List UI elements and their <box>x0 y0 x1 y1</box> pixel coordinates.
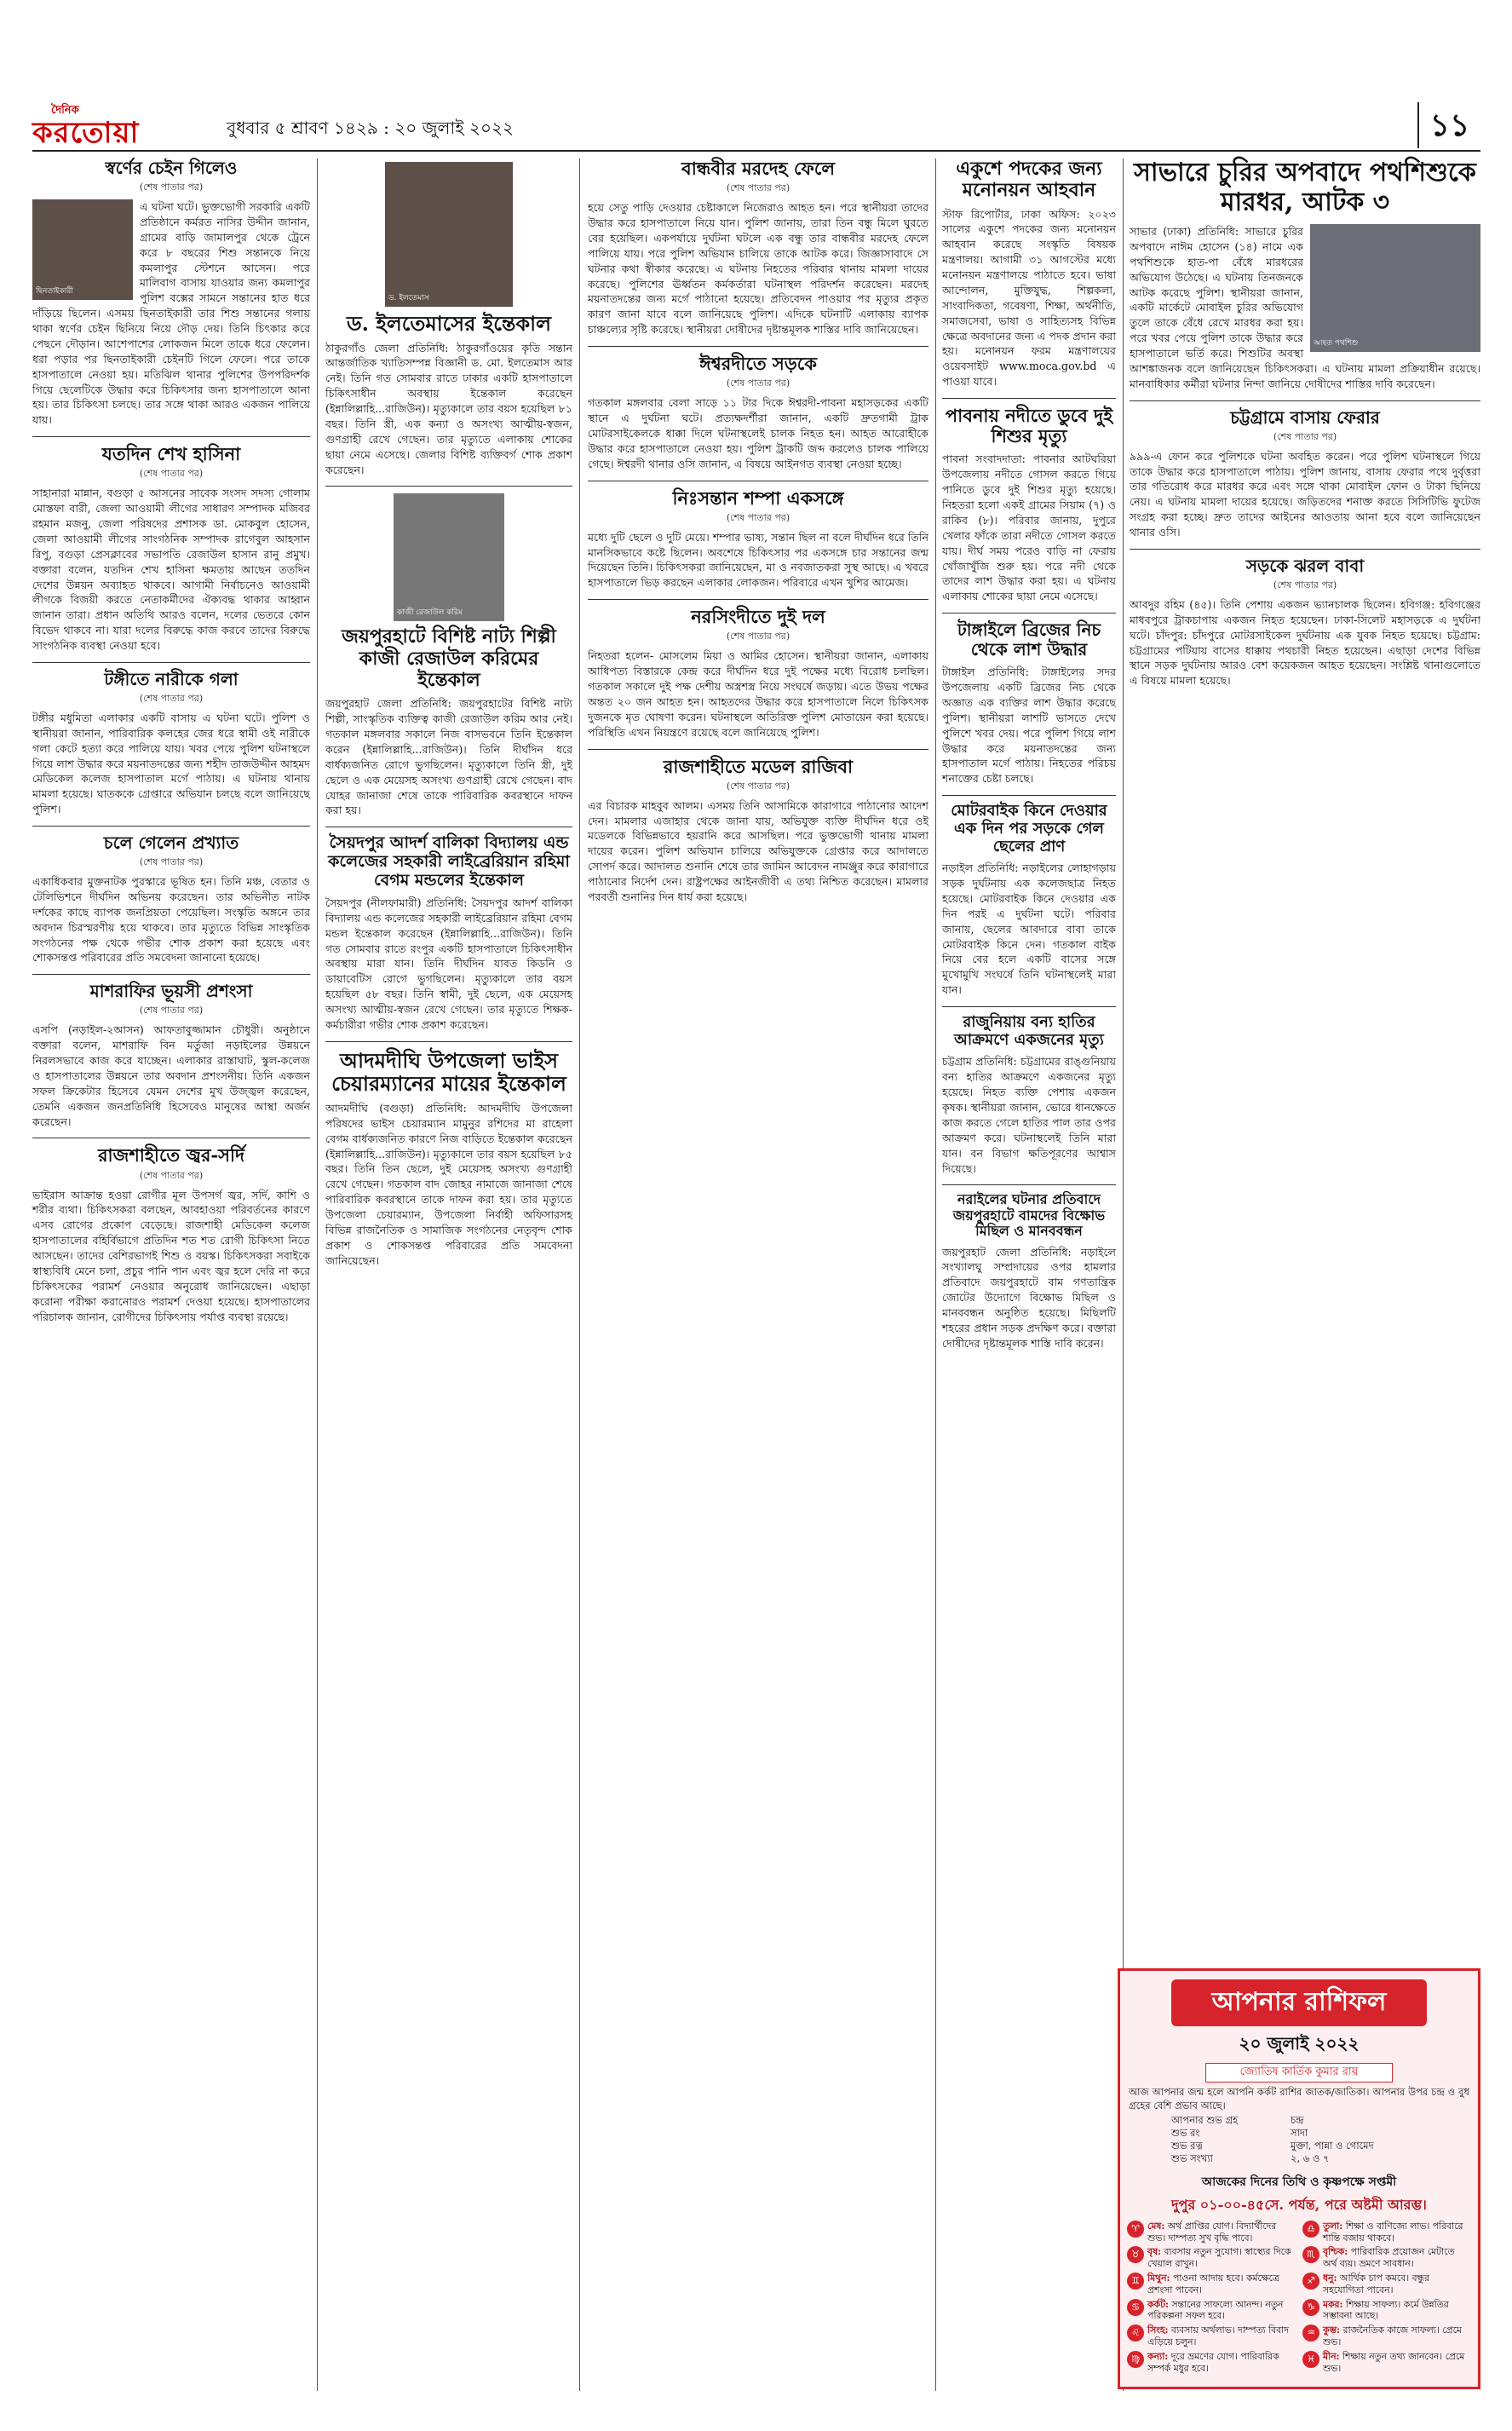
horoscope-box <box>1118 1968 1480 2389</box>
zodiac-sign-item <box>1127 2324 1296 2348</box>
lucky-label: আপনার শুভ গ্রহ <box>1171 2114 1239 2127</box>
continuation-note: (শেষ পাতার পর) <box>139 856 204 868</box>
headline: সৈয়দপুর আদর্শ বালিকা বিদ্যালয় এন্ড কলেজের সহকারী লাইব্রেরিয়ান রহিমা বেগম মন্ডলের ইন্তেকাল <box>328 833 570 890</box>
article-body: নড়াইল প্রতিনিধি: নড়াইলের লোহাগড়ায় সড়ক দুর্ঘটনায় এক কলেজছাত্র নিহত হয়েছে। মোটরবাইক কিনে দেওয়ার এক দিন পরই এ দুর্ঘটনা ঘটে। পরিবার জানায়, ছেলের আবদারে বাবা তাকে মোটরবাইক কিনে দেন। গতকাল বাইক নিয়ে বের হলে একটি বাসের সঙ্গে মুখোমুখি সংঘর্ষে তিনি ঘটনাস্থলেই মারা যান। <box>942 861 1116 997</box>
photo-caption: আহত পথশিশু <box>1314 339 1359 348</box>
zodiac-prediction: শিক্ষায় সাফল্য। কর্মে উন্নতির সম্ভাবনা আছে। <box>1323 2298 1449 2322</box>
headline: ড. ইলতেমাসের ইন্তেকাল <box>346 311 552 336</box>
headline: নরসিংদীতে দুই দল <box>691 606 825 628</box>
zodiac-text-wrap <box>1323 2351 1471 2375</box>
zodiac-name: মীন: <box>1323 2350 1340 2362</box>
zodiac-prediction: পাওনা আদায় হবে। কর্মক্ষেত্রে প্রশংসা পাবেন। <box>1147 2273 1279 2296</box>
article-body: সাহানারা মান্নান, বগুড়া ৫ আসনের সাবেক সংসদ সদস্য গোলাম মোস্তফা বারী, জেলা আওয়ামী লীগের সাধারণ সম্পাদক মজিবর রহমান মজনু, জেলা পরিষদের প্রশাসক ডা. মোকবুল হোসেন, জেলা আওয়ামী লীগের সাংগঠনিক সম্পাদক রাগেবুল আহসান রিপু, বগুড়া প্রেসক্লাবের সভাপতি রেজাউল হাসান রানু প্রমুখ। বক্তারা বলেন, যতদিন শেখ হাসিনা ক্ষমতায় আছেন ততদিন দেশের উন্নয়ন অব্যাহত থাকবে। আগামী নির্বাচনেও আওয়ামী লীগকে বিজয়ী করতে নেতাকর্মীদের ঐক্যবদ্ধ থাকার আহ্বান জানান তারা। প্রধান অতিথি আরও বলেন, দলের ভেতরে কোন বিভেদ থাকবে না। যারা দলের বিরুদ্ধে কাজ করবে তাদের বিরুদ্ধে সাংগঠনিক ব্যবস্থা নেওয়া হবে। <box>32 487 310 653</box>
zodiac-text-wrap <box>1147 2351 1296 2375</box>
horoscope-title: আপনার রাশিফল <box>1171 1979 1427 2026</box>
article-rajshahi-fever <box>32 1145 310 1324</box>
article-friend-body <box>588 158 928 337</box>
zodiac-text-wrap <box>1323 2246 1471 2270</box>
column-divider <box>317 158 318 2391</box>
zodiac-name: বৃশ্চিক: <box>1323 2246 1348 2258</box>
article-body: এর বিচারক মাহবুব আলম। এসময় তিনি আসামিকে কারাগারে পাঠানোর আদেশ দেন। মামলার এজাহার থেকে জানা যায়, অভিযুক্ত ব্যক্তি দীর্ঘদিন ধরে ওই মডেলকে বিভিন্নভাবে হয়রানি করে আসছিল। পরে ভুক্তভোগী থানায় মামলা দায়ের করেন। পুলিশ অভিযান চালিয়ে অভিযুক্তকে গ্রেপ্তার করে আদালতে সোপর্দ করে। আদালত শুনানি শেষে তার জামিন আবেদন নামঞ্জুর করে কারাগারে পাঠানোর নির্দেশ দেন। রাষ্ট্রপক্ষের আইনজীবী এ তথ্য নিশ্চিত করেছেন। মামলার পরবর্তী শুনানির দিন ধার্য করা হয়েছে। <box>588 798 928 903</box>
horoscope-intro: আজ আপনার জন্ম হলে আপনি কর্কট রাশির জাতক/জাতিকা। আপনার উপর চন্দ্র ও বুধ গ্রহের বেশি প্রভাব আছে। <box>1129 2086 1469 2111</box>
article-sheikh-hasina <box>32 444 310 654</box>
zodiac-sign-list <box>1120 2217 1478 2381</box>
zodiac-icon: ♑ <box>1302 2299 1319 2316</box>
zodiac-text-wrap <box>1323 2221 1471 2244</box>
headline: স্বর্ণের চেইন গিলেও <box>105 158 238 178</box>
zodiac-prediction: সন্তানের সাফল্যে আনন্দ। নতুন পরিকল্পনা সফল হবে। <box>1147 2298 1284 2322</box>
column-4 <box>942 158 1116 1360</box>
article-body: মধ্যে দুটি ছেলে ও দুটি মেয়ে। শম্পার ভাষ্য, সন্তান ছিল না বলে দীর্ঘদিন ধরে তিনি মানসিকভাবে কষ্টে ছিলেন। অবশেষে চিকিৎসার পর একসঙ্গে চার সন্তানের জন্ম দিয়েছেন তিনি। চিকিৎসকরা জানিয়েছেন, মা ও নবজাতকরা সুস্থ আছে। এ খবরে হাসপাতালে ভিড় করছেন এলাকার লোকজন। পরিবারে এখন খুশির আমেজ। <box>588 530 928 590</box>
tithi-time: দুপুর ০১-০০-৪৫সে. পর্যন্ত, পরে অষ্টমী আরম্ভ। <box>1171 2196 1427 2213</box>
zodiac-icon: ♎ <box>1302 2221 1319 2238</box>
zodiac-prediction: আর্থিক চাপ কমবে। বন্ধুর সহযোগিতা পাবেন। <box>1323 2273 1429 2296</box>
column-3 <box>588 158 928 913</box>
zodiac-sign-item <box>1127 2299 1296 2323</box>
horoscope-author: জ্যোতিষ কার্তিক কুমার রায় <box>1205 2063 1393 2082</box>
zodiac-name: কুম্ভ: <box>1323 2324 1341 2336</box>
article-shampa <box>588 488 928 591</box>
zodiac-text-wrap <box>1323 2324 1471 2348</box>
zodiac-icon: ♐ <box>1302 2273 1319 2290</box>
continuation-note: (শেষ পাতার পর) <box>726 377 790 389</box>
zodiac-name: বৃষ: <box>1147 2246 1161 2258</box>
newspaper-logo <box>32 102 211 148</box>
continuation-note: (শেষ পাতার পর) <box>726 511 790 523</box>
zodiac-name: কর্কট: <box>1147 2298 1169 2310</box>
zodiac-name: সিংহ: <box>1147 2324 1169 2336</box>
zodiac-prediction: রাজনৈতিক কাজে সাফল্য। প্রেমে শুভ। <box>1323 2324 1462 2348</box>
zodiac-name: তুলা: <box>1323 2220 1343 2232</box>
column-1 <box>32 158 310 1333</box>
headline: সাভারে চুরির অপবাদে পথশিশুকে মারধর, আটক ৩ <box>1134 158 1476 217</box>
zodiac-prediction: পারিবারিক প্রয়োজন মেটাতে অর্থ ব্যয়। ভ্রমণে সাবধান। <box>1323 2246 1455 2270</box>
article-body: টঙ্গীর মধুমিতা এলাকার একটি বাসায় এ ঘটনা ঘটে। পুলিশ ও স্থানীয়রা জানান, পারিবারিক কলহের জের ধরে স্বামী ওই নারীকে গলা কেটে হত্যা করে পালিয়ে যায়। খবর পেয়ে পুলিশ ঘটনাস্থলে গিয়ে লাশ উদ্ধার করে ময়নাতদন্তের জন্য শহীদ তাজউদ্দীন আহমদ মেডিকেল কলেজ হাসপাতাল মর্গে পাঠায়। এ ঘটনায় থানায় মামলা হয়েছে। ঘাতককে গ্রেপ্তারে অভিযান চলছে বলে জানিয়েছে পুলিশ। <box>32 711 310 816</box>
issue-date: বুধবার ৫ শ্রাবণ ১৪২৯ : ২০ জুলাই ২০২২ <box>227 118 515 138</box>
article-body: গতকাল মঙ্গলবার বেলা সাড়ে ১১ টার দিকে ঈশ্বরদী-পাবনা মহাসড়কের একটি স্থানে এ দুর্ঘটনা ঘটে। প্রত্যক্ষদর্শীরা জানান, একটি দ্রুতগামী ট্রাক মোটরসাইকেলকে ধাক্কা দিলে ঘটনাস্থলেই চালক নিহত হন। আহত আরোহীকে উদ্ধার করে হাসপাতালে নেওয়া হয়। পুলিশ ট্রাকটি জব্দ করলেও চালক পালিয়ে গেছে। ঈশ্বরদী থানার ওসি জানান, এ বিষয়ে আইনগত ব্যবস্থা নেওয়া হচ্ছে। <box>588 396 928 470</box>
article-road-father <box>1130 556 1480 688</box>
article-motorbike <box>942 803 1116 998</box>
article-mashrafe <box>32 982 310 1129</box>
zodiac-sign-item <box>1127 2221 1296 2244</box>
column-divider <box>579 158 580 2391</box>
article-tangail-body <box>942 620 1116 786</box>
headline: চলে গেলেন প্রখ্যাত <box>103 832 239 854</box>
continuation-note: (শেষ পাতার পর) <box>726 780 790 792</box>
news-photo <box>32 199 133 300</box>
lucky-value: সাদা <box>1291 2126 1308 2139</box>
article-body: স্টাফ রিপোর্টার, ঢাকা অফিস: ২০২৩ সালের একুশে পদকের জন্য মনোনয়ন আহবান করেছে সংস্কৃতি বিষয়ক মন্ত্রণালয়। আগামী ৩১ আগস্টের মধ্যে মনোনয়ন মন্ত্রণালয়ে পাঠাতে হবে। ভাষা আন্দোলন, মুক্তিযুদ্ধ, শিল্পকলা, সাংবাদিকতা, গবেষণা, শিক্ষা, অর্থনীতি, সমাজসেবা, ভাষা ও সাহিত্যসহ বিভিন্ন ক্ষেত্রে অবদানের জন্য এ পদক প্রদান করা হয়। মনোনয়ন ফরম মন্ত্রণালয়ের ওয়েবসাইট www.moca.gov.bd এ পাওয়া যাবে। <box>942 207 1116 389</box>
photo-caption: ছিনতাইকারী <box>36 287 73 296</box>
article-body: টাঙ্গাইল প্রতিনিধি: টাঙ্গাইলের সদর উপজেলায় একটি ব্রিজের নিচ থেকে অজ্ঞাত এক ব্যক্তির লাশ উদ্ধার করেছে পুলিশ। স্থানীয়রা লাশটি ভাসতে দেখে পুলিশে খবর দেয়। পরে পুলিশ গিয়ে লাশ উদ্ধার করে ময়নাতদন্তের জন্য হাসপাতাল মর্গে পাঠায়। নিহতের পরিচয় শনাক্তের চেষ্টা চলছে। <box>942 665 1116 786</box>
zodiac-name: মকর: <box>1323 2298 1343 2310</box>
article-body: একাধিকবার মুক্তনাটক পুরস্কারে ভূষিত হন। তিনি মঞ্চ, বেতার ও টেলিভিশনে দীর্ঘদিন অভিনয় করেছেন। তার অভিনীত নাটক দর্শকের কাছে ব্যাপক জনপ্রিয়তা পেয়েছিল। সংস্কৃতি অঙ্গনে তার অবদান চিরস্মরণীয় হয়ে থাকবে। তার মৃত্যুতে বিভিন্ন সাংস্কৃতিক সংগঠনের পক্ষ থেকে গভীর শোক প্রকাশ করা হয়েছে এবং শোকসন্তপ্ত পরিবারের প্রতি সমবেদনা জানানো হয়েছে। <box>32 875 310 965</box>
headline: পাবনায় নদীতে ডুবে দুই শিশুর মৃত্যু <box>945 405 1113 447</box>
article-rejaul-karim-obituary <box>325 493 572 818</box>
column-divider <box>935 158 936 2391</box>
logo-prefix: দৈনিক <box>51 104 79 117</box>
zodiac-name: ধনু: <box>1323 2273 1337 2284</box>
zodiac-name: মিথুন: <box>1147 2273 1170 2284</box>
article-rahima-begum-obituary <box>325 834 572 1032</box>
zodiac-sign-item <box>1127 2351 1296 2375</box>
article-adamdighi-obituary <box>325 1049 572 1269</box>
headline: জয়পুরহাটে বিশিষ্ট নাট্য শিল্পী কাজী রেজাউল করিমের ইন্তেকাল <box>342 625 556 692</box>
zodiac-text-wrap <box>1323 2299 1471 2323</box>
lucky-label: শুভ সংখ্যা <box>1171 2152 1213 2164</box>
article-body: এসপি (নড়াইল-২আসন) আফতাবুজ্জামান চৌধুরী। অনুষ্ঠানে বক্তারা বলেন, মাশরাফি বিন মর্তুজা নড়াইলের উন্নয়নে নিরলসভাবে কাজ করে যাচ্ছেন। এলাকার রাস্তাঘাট, স্কুল-কলেজ ও হাসপাতালের উন্নয়নে তার অবদান প্রশংসনীয়। তিনি একজন সফল ক্রিকেটার হিসেবে যেমন দেশের মুখ উজ্জ্বল করেছেন, তেমনি একজন জনপ্রতিনিধি হিসেবেও মানুষের আস্থা অর্জন করেছেন। <box>32 1023 310 1128</box>
continuation-note: (শেষ পাতার পর) <box>726 631 790 642</box>
article-body: এ ঘটনা ঘটে। ভুক্তভোগী সরকারি একটি প্রতিষ্ঠানে কর্মরত নাসির উদ্দীন জানান, গ্রামের বাড়ি জামালপুর থেকে ট্রেনে করে ৮ বছরের শিশু সন্তানকে নিয়ে কমলাপুর স্টেশনে আসেন। পরে মালিবাগ বাসায় যাওয়ার জন্য কমলাপুর পুলিশ বক্সের সামনে সন্তানের হাত ধরে দাঁড়িয়ে ছিলেন। এসময় ছিনতাইকারী তার শিশু সন্তানের গলায় থাকা স্বর্ণের চেইন ছিনিয়ে নিয়ে দৌড় দেয়। তিনি চিৎকার করে পেছনে দৌড়ান। আশেপাশের লোকজন মিলে তাকে ধরে ফেলেন। ধরা পড়ার পর ছিনতাইকারী চেইনটি গিলে ফেলে। পরে তাকে হাসপাতালে নেওয়া হয়। মতিঝিল থানার পুলিশের উপপরিদর্শক গিয়ে ছেলেটিকে উদ্ধার করে চিকিৎসার জন্য হাসপাতালে আনা হয়। তার চিকিৎসা চলছে। তার সঙ্গে থাকা আরও একজন পালিয়ে যায়। <box>32 200 310 427</box>
zodiac-text-wrap <box>1147 2299 1296 2323</box>
article-body: সাভার (ঢাকা) প্রতিনিধি: সাভারে চুরির অপবাদে নাঈম হোসেন (১৪) নামে এক পথশিশুকে হাত-পা বেঁধে মারধরের অভিযোগ উঠেছে। এ ঘটনায় তিনজনকে আটক করেছে পুলিশ। স্থানীয়রা জানান, একটি মার্কেটে মোবাইল চুরির অভিযোগ তুলে তাকে বেঁধে রেখে মারধর করা হয়। পরে খবর পেয়ে পুলিশ তাকে উদ্ধার করে হাসপাতালে ভর্তি করে। শিশুটির অবস্থা আশঙ্কাজনক বলে জানিয়েছেন চিকিৎসকরা। এ ঘটনায় মামলা প্রক্রিয়াধীন রয়েছে। মানবাধিকার কর্মীরা ঘটনার নিন্দা জানিয়ে দোষীদের শাস্তির দাবি করেছেন। <box>1130 225 1480 390</box>
column-5 <box>1130 158 1480 697</box>
page-number: ১১ <box>1417 102 1480 148</box>
continuation-note: (শেষ পাতার পর) <box>139 181 204 193</box>
zodiac-prediction: ব্যবসায় অর্থলাভ। দাম্পত্য বিবাদ এড়িয়ে চলুন। <box>1147 2324 1289 2348</box>
zodiac-sign-item <box>1302 2273 1471 2296</box>
zodiac-icon: ♉ <box>1127 2246 1144 2263</box>
article-elephant <box>942 1014 1116 1176</box>
zodiac-sign-item <box>1302 2221 1471 2244</box>
article-body: নিহতরা হলেন- মোসলেম মিয়া ও আমির হোসেন। স্থানীয়রা জানান, এলাকায় আধিপত্য বিস্তারকে কেন্দ্র করে দীর্ঘদিন ধরে দুই পক্ষের মধ্যে বিরোধ চলছিল। গতকাল সকালে দুই পক্ষ দেশীয় অস্ত্রশস্ত্র নিয়ে সংঘর্ষে জড়ায়। এতে উভয় পক্ষের অন্তত ২০ জন আহত হন। আহতদের উদ্ধার করে হাসপাতালে নিলে চিকিৎসক দুজনকে মৃত ঘোষণা করেন। ঘটনাস্থলে অতিরিক্ত পুলিশ মোতায়েন করা হয়েছে। পরিস্থিতি এখন নিয়ন্ত্রণে রয়েছে বলে জানিয়েছে পুলিশ। <box>588 649 928 739</box>
headline: টাঙ্গাইলে ব্রিজের নিচ থেকে লাশ উদ্ধার <box>957 619 1101 660</box>
zodiac-text-wrap <box>1147 2273 1296 2296</box>
portrait-photo <box>385 162 513 307</box>
lucky-value: ২, ৬ ও ৭ <box>1291 2152 1330 2164</box>
article-body: ঠাকুরগাঁও জেলা প্রতিনিধি: ঠাকুরগাঁওয়ের কৃতি সন্তান আন্তর্জাতিক খ্যাতিসম্পন্ন বিজ্ঞানী ড. মো. ইলতেমাস আর নেই। তিনি গত সোমবার রাতে ঢাকার একটি হাসপাতালে চিকিৎসাধীন অবস্থায় ইন্তেকাল করেছেন (ইন্নালিল্লাহি...রাজিউন)। মৃত্যুকালে তার বয়স হয়েছিল ৮১ বছর। তিনি স্ত্রী, এক কন্যা ও অসংখ্য আত্মীয়-স্বজন, গুণগ্রাহী রেখে গেছেন। তার মৃত্যুতে এলাকায় শোকের ছায়া নেমে এসেছে। জেলার বিশিষ্ট ব্যক্তিবর্গ শোক প্রকাশ করেছেন। <box>325 341 572 476</box>
photo-caption: ড. ইলতেমাস <box>388 294 429 302</box>
article-ekushey-padak <box>942 158 1116 389</box>
headline: নিঃসন্তান শম্পা একসঙ্গে <box>672 487 844 509</box>
continuation-note: (শেষ পাতার পর) <box>1273 430 1337 442</box>
lucky-label: শুভ রত্ন <box>1171 2139 1203 2152</box>
zodiac-sign-item <box>1127 2273 1296 2296</box>
continuation-note: (শেষ পাতার পর) <box>139 1005 204 1017</box>
photo-caption: কাজী রেজাউল করিম <box>397 608 463 618</box>
news-photo <box>1310 224 1480 352</box>
zodiac-icon: ♏ <box>1302 2246 1319 2263</box>
zodiac-prediction: দূরে ভ্রমণের যোগ। পারিবারিক সম্পর্ক মধুর হবে। <box>1147 2350 1279 2374</box>
headline: রাজশাহীতে মডেল রাজিবা <box>663 755 854 777</box>
article-body: জয়পুরহাট জেলা প্রতিনিধি: জয়পুরহাটের বিশিষ্ট নাট্য শিল্পী, সাংস্কৃতিক ব্যক্তিত্ব কাজী রেজাউল করিম আর নেই। গতকাল মঙ্গলবার সকালে নিজ বাসভবনে তিনি ইন্তেকাল করেন (ইন্নালিল্লাহি...রাজিউন)। তিনি দীর্ঘদিন ধরে বার্ধক্যজনিত রোগে ভুগছিলেন। মৃত্যুকালে তিনি স্ত্রী, দুই ছেলে ও এক মেয়েসহ অসংখ্য গুণগ্রাহী রেখে গেছেন। বাদ যোহর জানাজা শেষে তাকে পারিবারিক কবরস্থানে দাফন করা হয়। <box>325 697 572 817</box>
headline: রাজুনিয়ায় বন্য হাতির আক্রমণে একজনের মৃত্যু <box>954 1013 1104 1049</box>
zodiac-sign-item <box>1127 2246 1296 2270</box>
zodiac-name: কন্যা: <box>1147 2350 1169 2362</box>
zodiac-prediction: শিক্ষায় নতুন তথ্য জানবেন। প্রেমে শুভ। <box>1323 2350 1465 2374</box>
zodiac-icon: ♒ <box>1302 2324 1319 2342</box>
zodiac-prediction: শিক্ষা ও বাণিজ্যে লাভ। পরিবারে শান্তি বজায় থাকবে। <box>1323 2220 1463 2244</box>
article-body: আবদুর রহিম (৪৫)। তিনি পেশায় একজন ভ্যানচালক ছিলেন। হবিগঞ্জ: হবিগঞ্জের মাধবপুরে ট্রাকচাপায় একজন নিহত হয়েছেন। ঢাকা-সিলেট মহাসড়কে এ দুর্ঘটনা ঘটে। চাঁদপুর: চাঁদপুরে মোটরসাইকেল দুর্ঘটনায় এক যুবক নিহত হয়েছে। চট্টগ্রাম: চট্টগ্রামের পটিয়ায় বাসের ধাক্কায় পথচারী নিহত হয়েছেন। এছাড়া দেশের বিভিন্ন স্থানে সড়ক দুর্ঘটনায় আরও বেশ কয়েকজন আহত হয়েছেন। সংশ্লিষ্ট থানাগুলোতে এ বিষয়ে মামলা হয়েছে। <box>1130 597 1480 688</box>
headline: ঈশ্বরদীতে সড়কে <box>699 353 817 375</box>
zodiac-icon: ♊ <box>1127 2273 1144 2290</box>
continuation-note: (শেষ পাতার পর) <box>139 468 204 480</box>
column-2 <box>325 158 572 1277</box>
tithi-line: আজকের দিনের তিথি ও কৃষ্ণপক্ষে সপ্তমী <box>1201 2175 1397 2189</box>
headline: আদমদীঘি উপজেলা ভাইস চেয়ারম্যানের মায়ের ইন্তেকাল <box>331 1047 566 1097</box>
zodiac-prediction: ব্যবসায় নতুন সুযোগ। স্বাস্থ্যের দিকে খেয়াল রাখুন। <box>1147 2246 1291 2270</box>
lucky-label: শুভ রং <box>1171 2126 1200 2139</box>
headline: চট্টগ্রামে বাসায় ফেরার <box>1230 406 1380 428</box>
headline: বান্ধবীর মরদেহ ফেলে <box>681 158 835 179</box>
article-body: ভাইরাস আক্রান্ত হওয়া রোগীর মূল উপসর্গ জ্বর, সর্দি, কাশি ও শরীর ব্যথা। চিকিৎসকরা বলছেন, আবহাওয়া পরিবর্তনের কারণে এসব রোগের প্রকোপ বেড়েছে। রাজশাহী মেডিকেল কলেজ হাসপাতালের বহির্বিভাগে প্রতিদিন শত শত রোগী চিকিৎসা নিতে আসছেন। তাদের বেশিরভাগই শিশু ও বয়স্ক। চিকিৎসকরা সবাইকে স্বাস্থ্যবিধি মেনে চলা, প্রচুর পানি পান এবং জ্বর হলে দেরি না করে চিকিৎসকের পরামর্শ নেওয়ার অনুরোধ জানিয়েছেন। এছাড়া করোনা পরীক্ষা করানোরও পরামর্শ দেওয়া হয়েছে। হাসপাতালের পরিচালক জানান, রোগীদের চিকিৎসায় পর্যাপ্ত ব্যবস্থা রয়েছে। <box>32 1188 310 1323</box>
lucky-value: মুক্তা, পান্না ও গোমেদ <box>1291 2139 1374 2152</box>
article-gold-chain <box>32 158 310 428</box>
article-famous-departed <box>32 833 310 965</box>
horoscope-date: ২০ জুলাই ২০২২ <box>1239 2033 1360 2054</box>
headline: মোটরবাইক কিনে দেওয়ার এক দিন পর সড়কে গেল ছেলের প্রাণ <box>951 802 1107 855</box>
logo-title: করতোয়া <box>32 116 140 150</box>
headline: সড়কে ঝরল বাবা <box>1245 555 1365 576</box>
zodiac-text-wrap <box>1323 2273 1471 2296</box>
headline: যতদিন শেখ হাসিনা <box>101 443 241 465</box>
continuation-note: (শেষ পাতার পর) <box>139 692 204 704</box>
article-body: ৯৯৯-এ ফোন করে পুলিশকে ঘটনা অবহিত করেন। পরে পুলিশ ঘটনাস্থলে গিয়ে তাকে উদ্ধার করে হাসপাতালে পাঠায়। পুলিশ জানায়, বাসায় ফেরার পথে দুর্বৃত্তরা তার গতিরোধ করে মারধর করে এবং সঙ্গে থাকা মোবাইল ফোন ও টাকা ছিনিয়ে নেয়। এ ঘটনায় মামলা দায়ের হয়েছে। জড়িতদের শনাক্ত করতে সিসিটিভি ফুটেজ সংগ্রহ করা হচ্ছে। দ্রুত তাদের আইনের আওতায় আনা হবে বলে জানিয়েছেন থানার ওসি। <box>1130 449 1480 539</box>
zodiac-text-wrap <box>1147 2221 1296 2244</box>
continuation-note: (শেষ পাতার পর) <box>1273 579 1337 590</box>
zodiac-text-wrap <box>1147 2324 1296 2348</box>
article-body: চট্টগ্রাম প্রতিনিধি: চট্টগ্রামের রাঙ্গুনিয়ায় বন্য হাতির আক্রমণে একজনের মৃত্যু হয়েছে। নিহত ব্যক্তি পেশায় একজন কৃষক। স্থানীয়রা জানান, ভোরে ধানক্ষেতে কাজ করতে গেলে হাতির পাল তার ওপর আক্রমণ করে। ঘটনাস্থলেই তিনি মারা যান। বন বিভাগ ক্ষতিপূরণের আশ্বাস দিয়েছে। <box>942 1055 1116 1175</box>
article-narsingdi <box>588 607 928 740</box>
zodiac-icon: ♓ <box>1302 2351 1319 2368</box>
zodiac-icon: ♍ <box>1127 2351 1144 2368</box>
article-tongi <box>32 670 310 817</box>
zodiac-sign-item <box>1302 2351 1471 2375</box>
article-chattogram-return <box>1130 408 1480 540</box>
portrait-photo <box>394 493 504 621</box>
headline: একুশে পদকের জন্য মনোনয়ন আহবান <box>956 158 1102 202</box>
lucky-value: চন্দ্র <box>1291 2114 1304 2127</box>
zodiac-sign-item <box>1302 2246 1471 2270</box>
zodiac-name: মেষ: <box>1147 2220 1165 2232</box>
zodiac-sign-item <box>1302 2299 1471 2323</box>
zodiac-icon: ♋ <box>1127 2299 1144 2316</box>
article-body: পাবনা সংবাদদাতা: পাবনার আটঘরিয়া উপজেলায় নদীতে গোসল করতে গিয়ে পানিতে ডুবে দুই শিশুর মৃত্যু হয়েছে। নিহতরা হলো একই গ্রামের সিয়াম (৭) ও রাকিব (৮)। পরিবার জানায়, দুপুরে খেলার ফাঁকে তারা নদীতে গোসল করতে যায়। দীর্ঘ সময় পরেও বাড়ি না ফেরায় খোঁজাখুঁজি শুরু হয়। পরে নদী থেকে তাদের লাশ উদ্ধার করা হয়। এ ঘটনায় এলাকায় শোকের ছায়া নেমে এসেছে। <box>942 452 1116 603</box>
article-body: সৈয়দপুর (নীলফামারী) প্রতিনিধি: সৈয়দপুর আদর্শ বালিকা বিদ্যালয় এন্ড কলেজের সহকারী লাইব্রেরিয়ান রহিমা বেগম মন্ডল ইন্তেকাল করেছেন (ইন্নালিল্লাহি...রাজিউন)। তিনি গত সোমবার রাতে রংপুর একটি হাসপাতালে চিকিৎসাধীন অবস্থায় মারা যান। তিনি দীর্ঘদিন যাবত কিডনি ও ডায়াবেটিস রোগে ভুগছিলেন। মৃত্যুকালে তার বয়স হয়েছিল ৫৮ বছর। তিনি স্বামী, দুই ছেলে, এক মেয়েসহ অসংখ্য আত্মীয়-স্বজন রেখে গেছেন। তার মৃত্যুতে শিক্ষক-কর্মচারীরা গভীর শোক প্রকাশ করেছেন। <box>325 896 572 1031</box>
article-body: হয়ে সেতু পাড়ি দেওয়ার চেষ্টাকালে নিজেরাও আহত হন। পরে স্থানীয়রা তাদের উদ্ধার করে হাসপাতালে নিয়ে যান। পুলিশ জানায়, তারা তিন বন্ধু মিলে ঘুরতে বের হয়েছিল। একপর্যায়ে দুর্ঘটনা ঘটলে এক বন্ধু তার বান্ধবীর মরদেহ ফেলে পালিয়ে যায়। পরে পুলিশ অভিযান চালিয়ে তাকে আটক করে। জিজ্ঞাসাবাদে সে ঘটনার কথা স্বীকার করেছে। এ ঘটনায় নিহতের পরিবার থানায় মামলা দায়ের করেছে। পুলিশের ঊর্ধ্বতন কর্মকর্তারা ঘটনাস্থল পরিদর্শন করেছেন। মরদেহ ময়নাতদন্তের জন্য মর্গে পাঠানো হয়েছে। প্রতিবেদন পাওয়ার পর মৃত্যুর প্রকৃত কারণ জানা যাবে বলে জানিয়েছে পুলিশ। এদিকে ঘটনাটি এলাকায় ব্যাপক চাঞ্চল্যের সৃষ্টি করেছে। স্থানীয়রা দোষীদের দৃষ্টান্তমূলক শাস্তির দাবি জানিয়েছেন। <box>588 201 928 337</box>
zodiac-sign-item <box>1302 2324 1471 2348</box>
masthead <box>32 102 1480 152</box>
article-joypurhat-protest <box>942 1192 1116 1351</box>
article-savar-street-child <box>1130 158 1480 392</box>
continuation-note: (শেষ পাতার পর) <box>139 1169 204 1181</box>
lucky-items <box>1120 2112 1478 2167</box>
headline: টঙ্গীতে নারীকে গলা <box>104 668 239 689</box>
zodiac-icon: ♈ <box>1127 2221 1144 2238</box>
article-pabna-drowning <box>942 406 1116 604</box>
article-iltemas-obituary <box>325 162 572 477</box>
zodiac-text-wrap <box>1147 2246 1296 2270</box>
article-body: আদমদীঘি (বগুড়া) প্রতিনিধি: আদমদীঘি উপজেলা পরিষদের ভাইস চেয়ারম্যান মামুনুর রশিদের মা রাহেলা বেগম বার্ধক্যজনিত কারণে নিজ বাড়িতে ইন্তেকাল করেছেন (ইন্নালিল্লাহি...রাজিউন)। মৃত্যুকালে তার বয়স হয়েছিল ৮৫ বছর। তিনি তিন ছেলে, দুই মেয়েসহ অসংখ্য গুণগ্রাহী রেখে গেছেন। গতকাল বাদ জোহর নামাজে জানাজা শেষে পারিবারিক কবরস্থানে তাকে দাফন করা হয়। তার মৃত্যুতে উপজেলা চেয়ারম্যান, উপজেলা নির্বাহী অফিসারসহ বিভিন্ন রাজনৈতিক ও সামাজিক সংগঠনের নেতৃবৃন্দ শোক প্রকাশ ও শোকসন্তপ্ত পরিবারের প্রতি সমবেদনা জানিয়েছেন। <box>325 1101 572 1267</box>
article-ishwardi-road <box>588 354 928 472</box>
headline: নরাইলের ঘটনার প্রতিবাদে জয়পুরহাটে বামদের বিক্ষোভ মিছিল ও মানববন্ধন <box>952 1191 1106 1240</box>
zodiac-icon: ♌ <box>1127 2324 1144 2342</box>
headline: রাজশাহীতে জ্বর-সর্দি <box>97 1144 245 1167</box>
article-body: জয়পুরহাট জেলা প্রতিনিধি: নড়াইলে সংখ্যালঘু সম্প্রদায়ের ওপর হামলার প্রতিবাদে জয়পুরহাটে বাম গণতান্ত্রিক জোটের উদ্যোগে বিক্ষোভ মিছিল ও মানববন্ধন অনুষ্ঠিত হয়েছে। মিছিলটি শহরের প্রধান সড়ক প্রদক্ষিণ করে। বক্তারা দোষীদের দৃষ্টান্তমূলক শাস্তি দাবি করেন। <box>942 1245 1116 1350</box>
headline: মাশরাফির ভূয়সী প্রশংসা <box>89 981 253 1002</box>
zodiac-prediction: অর্থ প্রাপ্তির যোগ। বিদ্যার্থীদের শুভ। দাম্পত্য সুখ বৃদ্ধি পাবে। <box>1147 2220 1277 2244</box>
continuation-note: (শেষ পাতার পর) <box>726 182 790 194</box>
article-rajshahi-model <box>588 757 928 905</box>
